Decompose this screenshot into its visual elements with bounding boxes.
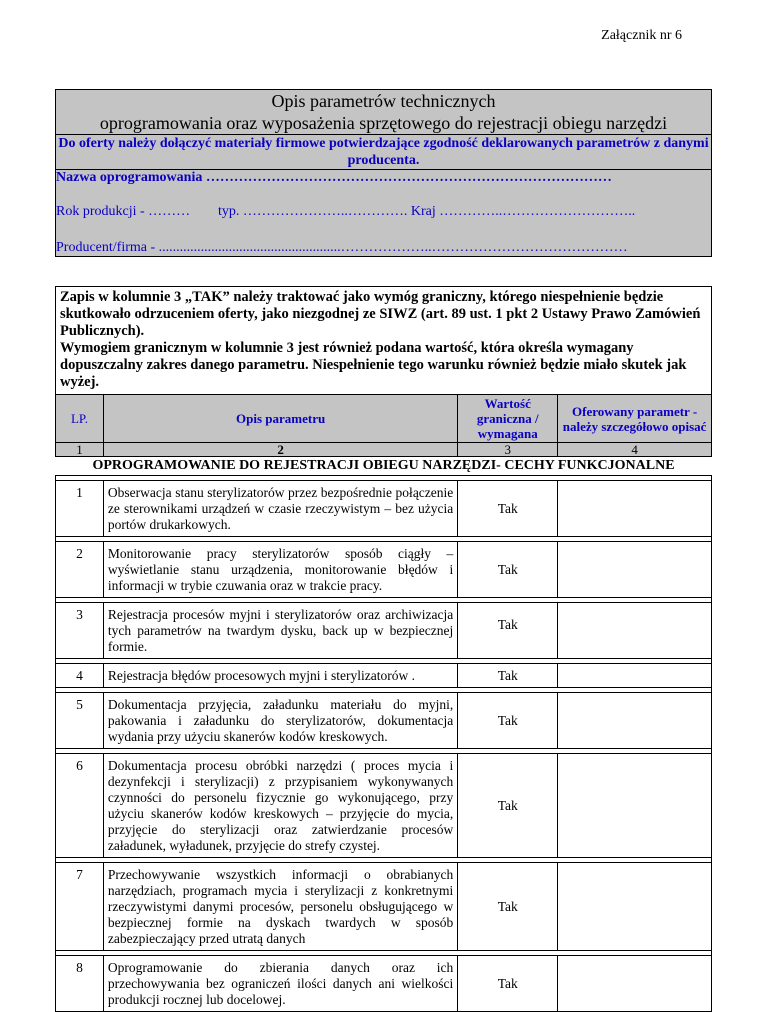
row-description: Monitorowanie pracy sterylizatorów sposób ciągły – wyświetlanie stanu urządzenia, monitorowanie błędów i informacji w trybie czuwania oraz w trakcie pracy. xyxy=(103,542,457,598)
row-required-value: Tak xyxy=(458,863,558,951)
parameters-table xyxy=(55,286,712,1012)
column-number: 2 xyxy=(103,443,457,457)
software-name-field: Nazwa oprogramowania …………………………………………………………………………… xyxy=(56,170,612,185)
document-title: Opis parametrów technicznych xyxy=(271,91,496,111)
attachment-label: Załącznik nr 6 xyxy=(601,28,682,43)
row-number: 8 xyxy=(56,956,104,1012)
row-offered-cell[interactable] xyxy=(558,693,712,749)
row-number: 5 xyxy=(56,693,104,749)
row-required-value: Tak xyxy=(458,481,558,537)
meta-row xyxy=(56,204,711,220)
row-required-value: Tak xyxy=(458,956,558,1012)
row-required-value: Tak xyxy=(458,603,558,659)
column-number: 4 xyxy=(558,443,712,457)
row-number: 4 xyxy=(56,664,104,688)
row-required-value: Tak xyxy=(458,693,558,749)
table-row xyxy=(56,693,712,749)
row-number: 1 xyxy=(56,481,104,537)
row-offered-cell[interactable] xyxy=(558,664,712,688)
row-description: Rejestracja błędów procesowych myjni i sterylizatorów . xyxy=(103,664,457,688)
row-description: Rejestracja procesów myjni i sterylizatorów oraz archiwizacja tych parametrów na twardym dysku, back up w bezpiecznej formie. xyxy=(103,603,457,659)
row-offered-cell[interactable] xyxy=(558,863,712,951)
document-subtitle: oprogramowania oraz wyposażenia sprzętowego do rejestracji obiegu narzędzi xyxy=(99,113,668,133)
row-description: Obserwacja stanu sterylizatorów przez bezpośrednie połączenie ze sterownikami urządzeń w czasie rzeczywistym – bez użycia portów drukarkowych. xyxy=(103,481,457,537)
type-country-field: typ. …………………..…………. Kraj …………..……………………….. xyxy=(218,204,636,219)
row-required-value: Tak xyxy=(458,754,558,858)
column-header-value: Wartość graniczna / wymagana xyxy=(458,395,558,443)
row-number: 3 xyxy=(56,603,104,659)
section-title: OPROGRAMOWANIE DO REJESTRACJI OBIEGU NARZĘDZI- CECHY FUNKCJONALNE xyxy=(56,457,712,476)
row-description: Dokumentacja procesu obróbki narzędzi ( proces mycia i dezynfekcji i sterylizacji) z przypisaniem wykonywanych czynności do personelu fizycznie go wykonującego, przy użyciu skanerów kodów kreskowych – przyjęcie do mycia, przyjęcie do sterylizacji oraz zatwierdzanie procesów załadunek, wyładunek, przyjęcie do strefy czystej. xyxy=(103,754,457,858)
column-header-offered: Oferowany parametr - należy szczegółowo opisać xyxy=(558,395,712,443)
column-header-description: Opis parametru xyxy=(103,395,457,443)
row-offered-cell[interactable] xyxy=(558,481,712,537)
column-header-lp: LP. xyxy=(56,395,104,443)
row-description: Oprogramowanie do zbierania danych oraz ich przechowywania bez ograniczeń ilości danych ani wielkości produkcji rocznej lub docelowej. xyxy=(103,956,457,1012)
row-offered-cell[interactable] xyxy=(558,956,712,1012)
row-required-value: Tak xyxy=(458,664,558,688)
row-required-value: Tak xyxy=(458,542,558,598)
column-number: 1 xyxy=(56,443,104,457)
attachment-note: Do oferty należy dołączyć materiały firmowe potwierdzające zgodność deklarowanych parametrów z danymi producenta. xyxy=(56,135,712,170)
title-cell xyxy=(56,90,712,135)
row-offered-cell[interactable] xyxy=(558,603,712,659)
intro-paragraph: Wymogiem granicznym w kolumnie 3 jest również podana wartość, która określa wymagany dopuszczalny zakres danego parametru. Niespełnienie tego warunku również będzie miało skutek jak wyżej. xyxy=(60,340,687,390)
intro-paragraph: Zapis w kolumnie 3 „TAK” należy traktować jako wymóg graniczny, którego niespełnienie będzie skutkowało odrzuceniem oferty, jako niezgodnej ze SIWZ (art. 89 ust. 1 pkt 2 Ustawy Prawo Zamówień Publicznych). xyxy=(60,289,701,339)
row-offered-cell[interactable] xyxy=(558,542,712,598)
row-description: Przechowywanie wszystkich informacji o obrabianych narzędziach, programach mycia i sterylizacji z konkretnymi rzeczywistymi danymi procesów, personelu obsługującego w bezpiecznej formie na dyskach twardych w sposób zabezpieczający przed utratą danych xyxy=(103,863,457,951)
table-row xyxy=(56,481,712,537)
table-row xyxy=(56,664,712,688)
producer-field: Producent/firma - ....................................................………………..…………………………………… xyxy=(56,240,628,255)
table-row xyxy=(56,542,712,598)
row-offered-cell[interactable] xyxy=(558,754,712,858)
production-year-field: Rok produkcji - ……… xyxy=(56,204,191,219)
column-number: 3 xyxy=(458,443,558,457)
table-row xyxy=(56,603,712,659)
row-number: 6 xyxy=(56,754,104,858)
table-row xyxy=(56,863,712,951)
row-number: 2 xyxy=(56,542,104,598)
header-table xyxy=(55,89,712,257)
row-description: Dokumentacja przyjęcia, załadunku materiału do myjni, pakowania i załadunku do sterylizatorów, dokumentacja wydania przy użyciu skanerów kodów kreskowych. xyxy=(103,693,457,749)
meta-cell xyxy=(56,170,712,257)
intro-text xyxy=(56,287,712,395)
row-number: 7 xyxy=(56,863,104,951)
table-row xyxy=(56,956,712,1012)
table-row xyxy=(56,754,712,858)
